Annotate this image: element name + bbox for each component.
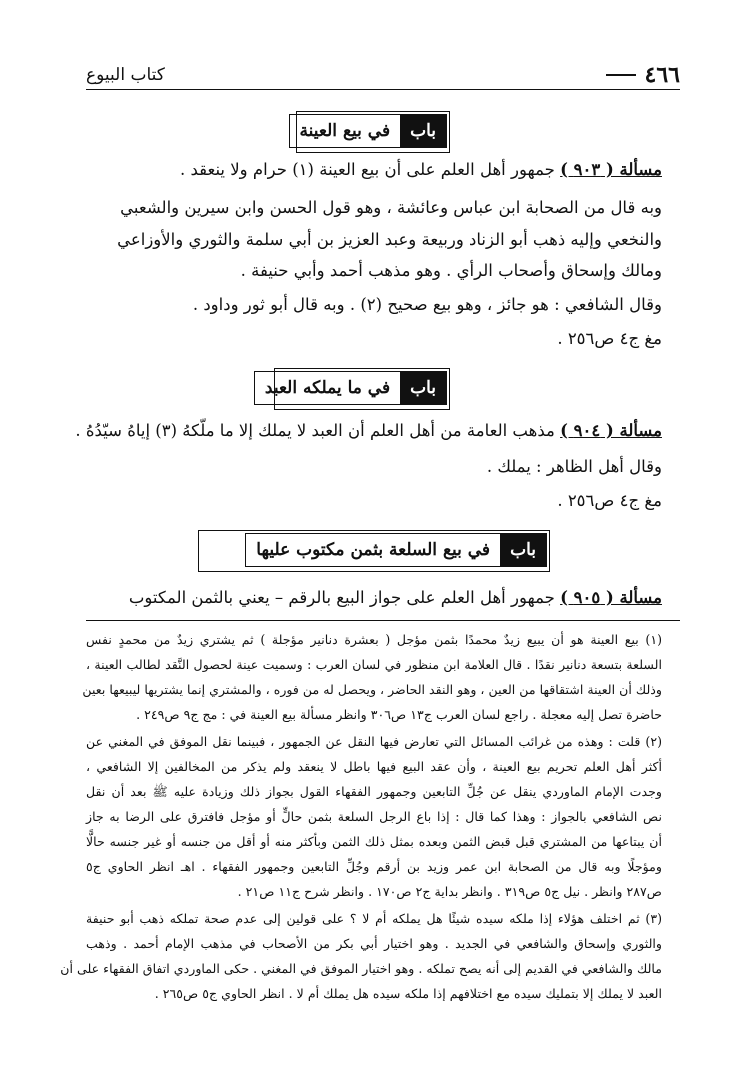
footnote-line: السلعة بتسعة دنانير نقدًا . قال العلامة ابن منظور في لسان العرب : وسميت عينة لحصول النَّقد لطالب العينة ، [86, 657, 662, 672]
banner-key: باب [400, 372, 446, 404]
line-text: جمهور أهل العلم على جواز البيع بالرقم – يعني بالثمن المكتوب [128, 588, 561, 607]
paragraph-line: ومالك وإسحاق وأصحاب الرأي . وهو مذهب أحمد وأبي حنيفة . [240, 261, 662, 280]
banner-title: في ما يملكه العبد [264, 378, 391, 398]
footnote-line: أن يبتاعها من المشتري قبل قبض الثمن وبعده بمثل ذلك الثمن وبأكثر منه أو أقل من جنسه أو غير جنسه حالًّا [86, 834, 662, 849]
header-dash [606, 74, 636, 76]
page-number: ٤٦٦ [644, 62, 680, 88]
footnote-line: حاضرة تصل إليه معجلة . راجع لسان العرب ج١٣ ص٣٠٦ وانظر مسألة بيع العينة في : مج ج٩ ص٢٤٩ . [136, 707, 662, 722]
paragraph-line: مغ ج٤ ص٢٥٦ . [557, 329, 662, 348]
section-banner [254, 371, 447, 405]
paragraph-line: مغ ج٤ ص٢٥٦ . [557, 491, 662, 510]
line-text: جمهور أهل العلم على أن بيع العينة (١) حرام ولا ينعقد . [179, 160, 561, 179]
footnote-line: (١) بيع العينة هو أن يبيع زيدٌ محمدًا بثمن مؤجل ( بعشرة دنانير مؤجلة ) ثم يشتري زيدٌ من محمدٍ نفس [86, 632, 662, 647]
section-banner [245, 533, 547, 567]
paragraph-line [86, 158, 662, 182]
footnote-line: نص الشافعي بالجواز : وهذا كما قال : إذا باع الرجل السلعة بثمن حالٍّ أو مؤجل فافترق على الرضا به جاز [86, 809, 662, 824]
banner-key: باب [500, 534, 546, 566]
masala-label: مسألة ( ٩٠٥ ) [560, 588, 662, 607]
book-title: كتاب البيوع [86, 65, 165, 85]
masala-label: مسألة ( ٩٠٤ ) [560, 421, 662, 440]
paragraph-line [75, 419, 662, 443]
footnote-line: ومؤجلًا وبه قال من الصحابة ابن عمر وزيد بن أرقم وجُلِّ التابعين وجمهور الفقهاء . اهـ انظر الحاوي ج٥ [86, 859, 662, 874]
paragraph-line: والنخعي وإليه ذهب أبو الزناد وربيعة وعبد العزيز بن أبي سلمة والثوري والأوزاعي [117, 230, 662, 249]
footnote-line: (٣) ثم اختلف هؤلاء إذا ملكه سيده شيئًا هل يملكه أم لا ؟ على قولين إلى عدم صحة تملكه ذهب أبو حنيفة [86, 911, 662, 926]
paragraph-line: وبه قال من الصحابة ابن عباس وعائشة ، وهو قول الحسن وابن سيرين والشعبي [120, 198, 662, 217]
footnote-line: أكثر أهل العلم تحريم بيع العينة ، وأن عقد البيع فيها باطل لا ينعقد ولم يذكر من المخالفين إلا الشافعي ، [86, 759, 662, 774]
paragraph-line: وقال أهل الظاهر : يملك . [486, 457, 662, 476]
paragraph-line [86, 586, 662, 610]
footnote-separator [86, 620, 680, 621]
line-text: مذهب العامة من أهل العلم أن العبد لا يملك إلا ما ملّكهُ (٣) إياهُ سيّدُهُ . [75, 421, 561, 440]
masala-label: مسألة ( ٩٠٣ ) [560, 160, 662, 179]
banner-title: في بيع العينة [299, 121, 391, 141]
footnote-line: وجدت الإمام الماوردي ينقل عن جُلِّ التابعين وجمهور الفقهاء القول بجواز ذلك وزيادة عليه ﷺ بعد أن نقل [86, 784, 662, 799]
footnote-line: (٢) قلت : وهذه من غرائب المسائل التي تعارض فيها النقل عن الجمهور ، فبينما نقل الموفق في المغني عن [86, 734, 662, 749]
section-banner [289, 114, 447, 148]
banner-title: في بيع السلعة بثمن مكتوب عليها [256, 540, 491, 560]
page-header [86, 62, 680, 90]
footnote-line: العبد لا يملك إلا بتمليك سيده مع اختلافهم إذا ملكه سيده هل يملك أم لا . انظر الحاوي ج٥ ص٢٦٥ . [154, 986, 662, 1001]
footnote-line: ص٢٨٧ وانظر . نيل ج٥ ص٣١٩ . وانظر بداية ج٢ ص١٧٠ . وانظر شرح ج١١ ص٢١ . [237, 884, 662, 899]
paragraph-line: وقال الشافعي : هو جائز ، وهو بيع صحيح (٢) . وبه قال أبو ثور وداود . [192, 295, 662, 314]
banner-key: باب [400, 115, 446, 147]
header-rule [86, 89, 680, 90]
footnote-line: مالك والشافعي في القديم إلى أنه يصح تملكه . وهو اختيار الموفق في المغني . حكى الماوردي اتفاق الفقهاء على أن [60, 961, 662, 976]
footnote-line: والثوري وإسحاق والشافعي في الجديد . وهو اختيار أبي بكر من الأصحاب في مذهب الإمام أحمد . وذهب [86, 936, 662, 951]
footnote-line: وذلك أن العينة اشتقاقها من العين ، وهو النقد الحاضر ، ويحصل له من فوره ، والمشتري إنما يشتريها ليبيعها بعين [82, 682, 662, 697]
